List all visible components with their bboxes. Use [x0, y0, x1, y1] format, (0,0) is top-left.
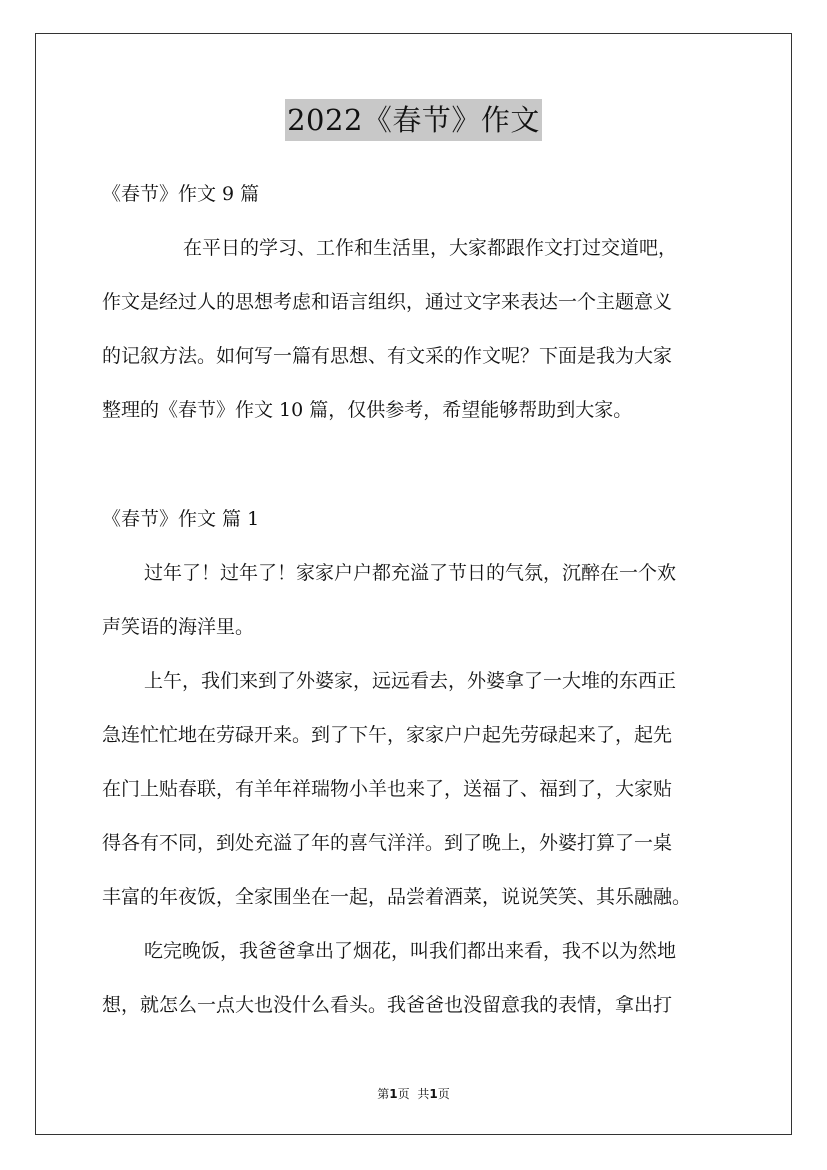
page-prefix: 第: [377, 1087, 390, 1101]
intro-line: 的记叙方法。如何写一篇有思想、有文采的作文呢？下面是我为大家: [102, 345, 673, 367]
page-footer: [0, 1085, 827, 1102]
total-prefix: 共: [417, 1087, 430, 1101]
intro-line: 作文是经过人的思想考虑和语言组织，通过文字来表达一个主题意义: [102, 291, 673, 313]
paragraph-line: 吃完晚饭，我爸爸拿出了烟花，叫我们都出来看，我不以为然地: [144, 940, 677, 962]
total-pages: 1: [429, 1087, 438, 1101]
paragraph-line: 在门上贴春联，有羊年祥瑞物小羊也来了，送福了、福到了，大家贴: [102, 778, 673, 800]
intro-line: 在平日的学习、工作和生活里，大家都跟作文打过交道吧，: [183, 237, 678, 259]
total-suffix: 页: [437, 1087, 450, 1101]
title-container: [0, 99, 827, 141]
paragraph-line: 得各有不同，到处充溢了年的喜气洋洋。到了晚上，外婆打算了一桌: [102, 832, 673, 854]
paragraph-line: 过年了！过年了！家家户户都充溢了节日的气氛，沉醉在一个欢: [144, 562, 677, 584]
page-suffix: 页: [397, 1087, 410, 1101]
document-title: 2022《春节》作文: [285, 99, 542, 141]
section-heading: 《春节》作文 篇 1: [102, 508, 260, 530]
paragraph-line: 丰富的年夜饭，全家围坐在一起，品尝着酒菜，说说笑笑、其乐融融。: [102, 886, 692, 908]
intro-line: 整理的《春节》作文 10 篇，仅供参考，希望能够帮助到大家。: [102, 399, 633, 421]
paragraph-line: 想，就怎么一点大也没什么看头。我爸爸也没留意我的表情，拿出打: [102, 994, 673, 1016]
paragraph-line: 声笑语的海洋里。: [102, 616, 255, 638]
paragraph-line: 上午，我们来到了外婆家，远远看去，外婆拿了一大堆的东西正: [144, 670, 677, 692]
page-number: 1: [389, 1087, 398, 1101]
paragraph-line: 急连忙忙地在劳碌开来。到了下午，家家户户起先劳碌起来了，起先: [102, 724, 673, 746]
document-subtitle: 《春节》作文 9 篇: [102, 183, 260, 205]
